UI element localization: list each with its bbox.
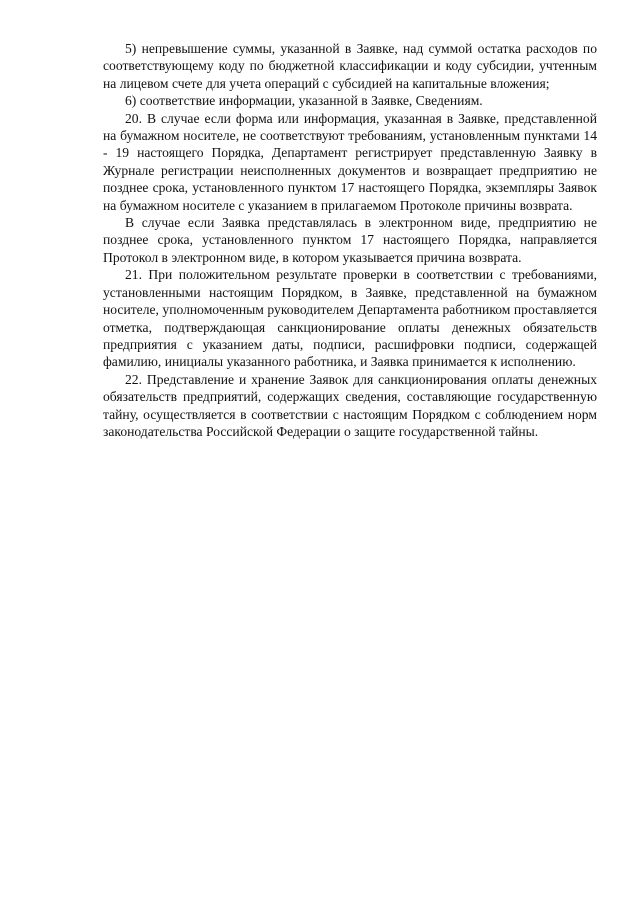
paragraph-clause-22: 22. Представление и хранение Заявок для санкционирования оплаты денежных обязательств предприятий, содержащих сведения, составляющие государственную тайну, осуществляется в соответствии с настоящим Порядком с соблюдением норм законодательства Российской Федерации о защите государственной тайны. (103, 371, 597, 439)
paragraph-item-5: 5) непревышение суммы, указанной в Заявке, над суммой остатка расходов по соответствующему коду по бюджетной классификации и коду субсидии, учтенным на лицевом счете для учета операций с субсидией на капитальные вложения; (103, 41, 597, 91)
paragraph-electronic-return: В случае если Заявка представлялась в электронном виде, предприятию не позднее срока, установленного пунктом 17 настоящего Порядка, направляется Протокол в электронном виде, в котором указывается причина возврата. (103, 215, 597, 265)
paragraph-clause-21: 21. При положительном результате проверки в соответствии с требованиями, установленными настоящим Порядком, в Заявке, представленной на бумажном носителе, уполномоченным руководителем Департамента работником проставляется отметка, подтверждающая санкционирование оплаты денежных обязательств предприятия с указанием даты, подписи, расшифровки подписи, содержащей фамилию, инициалы указанного работника, и Заявка принимается к исполнению. (103, 267, 597, 370)
document-body (103, 40, 597, 440)
paragraph-clause-20: 20. В случае если форма или информация, указанная в Заявке, представленной на бумажном носителе, не соответствуют требованиям, установленным пунктами 14 - 19 настоящего Порядка, Департамент регистрирует представленную Заявку в Журнале регистрации неисполненных документов и возвращает предприятию не позднее срока, установленного пунктом 17 настоящего Порядка, экземпляры Заявок на бумажном носителе с указанием в прилагаемом Протоколе причины возврата. (103, 110, 597, 213)
paragraph-item-6: 6) соответствие информации, указанной в Заявке, Сведениям. (125, 93, 483, 109)
